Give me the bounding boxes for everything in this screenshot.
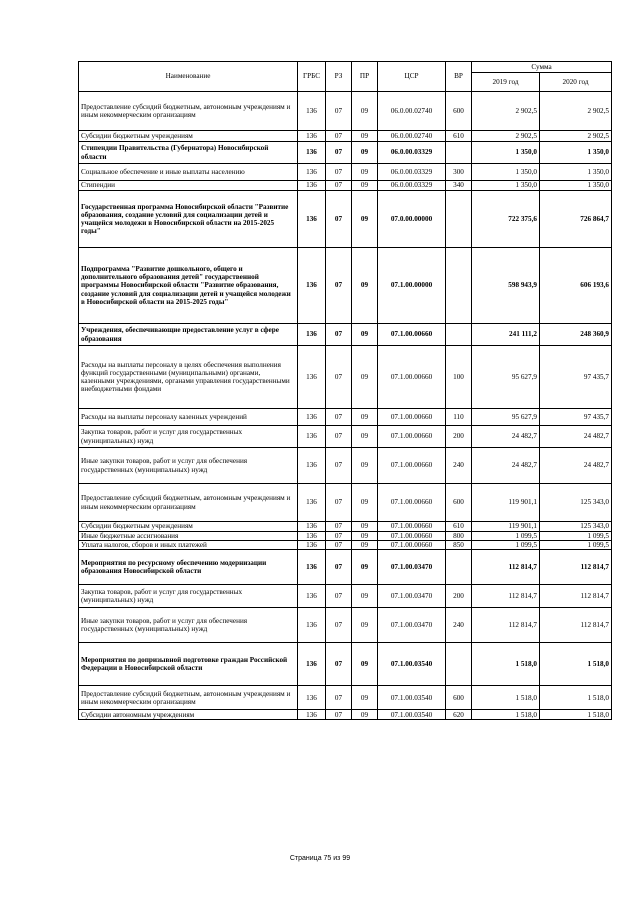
cell-amount-2019: 1 518,0 xyxy=(472,710,540,720)
cell-pr: 09 xyxy=(352,643,378,686)
cell-name: Субсидии автономным учреждениям xyxy=(79,710,298,720)
cell-rz: 07 xyxy=(326,131,352,142)
budget-table xyxy=(78,61,612,720)
header-csr: ЦСР xyxy=(378,62,446,92)
cell-csr: 07.1.00.03470 xyxy=(378,585,446,608)
cell-rz: 07 xyxy=(326,710,352,720)
header-pr: ПР xyxy=(352,62,378,92)
cell-grbs: 136 xyxy=(298,448,326,484)
cell-rz: 07 xyxy=(326,608,352,643)
cell-rz: 07 xyxy=(326,181,352,191)
cell-rz: 07 xyxy=(326,324,352,346)
cell-amount-2019: 241 111,2 xyxy=(472,324,540,346)
cell-pr: 09 xyxy=(352,550,378,585)
cell-csr: 07.1.00.00660 xyxy=(378,448,446,484)
table-row xyxy=(79,550,612,585)
cell-amount-2020: 1 518,0 xyxy=(540,710,612,720)
cell-amount-2020: 112 814,7 xyxy=(540,585,612,608)
cell-csr: 06.0.00.02740 xyxy=(378,92,446,131)
header-vr: ВР xyxy=(446,62,472,92)
cell-grbs: 136 xyxy=(298,346,326,409)
cell-csr: 06.0.00.03329 xyxy=(378,142,446,164)
cell-grbs: 136 xyxy=(298,522,326,532)
cell-amount-2019: 598 943,9 xyxy=(472,248,540,324)
cell-vr: 300 xyxy=(446,164,472,181)
header-name: Наименование xyxy=(79,62,298,92)
cell-grbs: 136 xyxy=(298,191,326,248)
cell-csr: 07.1.00.00000 xyxy=(378,248,446,324)
cell-amount-2019: 1 099,5 xyxy=(472,532,540,541)
cell-vr: 240 xyxy=(446,608,472,643)
cell-pr: 09 xyxy=(352,409,378,426)
cell-vr: 850 xyxy=(446,541,472,550)
cell-rz: 07 xyxy=(326,448,352,484)
cell-amount-2020: 24 482,7 xyxy=(540,448,612,484)
cell-amount-2019: 119 901,1 xyxy=(472,522,540,532)
cell-csr: 07.1.00.00660 xyxy=(378,426,446,448)
cell-name: Расходы на выплаты персоналу казенных учреждений xyxy=(79,409,298,426)
cell-rz: 07 xyxy=(326,522,352,532)
cell-vr: 800 xyxy=(446,532,472,541)
cell-name: Предоставление субсидий бюджетным, автономным учреждениям и иным некоммерческим организациям xyxy=(79,686,298,710)
cell-name: Предоставление субсидий бюджетным, автономным учреждениям и иным некоммерческим организациям xyxy=(79,484,298,522)
table-row xyxy=(79,346,612,409)
cell-pr: 09 xyxy=(352,710,378,720)
cell-amount-2020: 248 360,9 xyxy=(540,324,612,346)
cell-vr xyxy=(446,324,472,346)
table-row xyxy=(79,643,612,686)
cell-rz: 07 xyxy=(326,92,352,131)
cell-pr: 09 xyxy=(352,448,378,484)
cell-pr: 09 xyxy=(352,585,378,608)
cell-grbs: 136 xyxy=(298,324,326,346)
cell-amount-2019: 112 814,7 xyxy=(472,608,540,643)
cell-amount-2020: 2 902,5 xyxy=(540,92,612,131)
cell-pr: 09 xyxy=(352,92,378,131)
cell-amount-2020: 1 099,5 xyxy=(540,532,612,541)
cell-name: Расходы на выплаты персоналу в целях обеспечения выполнения функций государственными (муниципальными) органами, казенными учреждениями, органами управления государственными внебюджетными фондами xyxy=(79,346,298,409)
cell-vr xyxy=(446,191,472,248)
cell-rz: 07 xyxy=(326,585,352,608)
cell-grbs: 136 xyxy=(298,142,326,164)
header-rz: РЗ xyxy=(326,62,352,92)
cell-pr: 09 xyxy=(352,248,378,324)
cell-vr xyxy=(446,248,472,324)
cell-amount-2020: 112 814,7 xyxy=(540,608,612,643)
cell-grbs: 136 xyxy=(298,164,326,181)
cell-name: Государственная программа Новосибирской области "Развитие образования, создание условий для социализации детей и учащейся молодежи в Новосибирской области на 2015-2025 годы" xyxy=(79,191,298,248)
cell-grbs: 136 xyxy=(298,248,326,324)
cell-amount-2020: 2 902,5 xyxy=(540,131,612,142)
cell-amount-2020: 726 864,7 xyxy=(540,191,612,248)
cell-name: Закупка товаров, работ и услуг для государственных (муниципальных) нужд xyxy=(79,426,298,448)
cell-name: Иные бюджетные ассигнования xyxy=(79,532,298,541)
cell-pr: 09 xyxy=(352,181,378,191)
cell-rz: 07 xyxy=(326,532,352,541)
cell-amount-2019: 112 814,7 xyxy=(472,585,540,608)
cell-grbs: 136 xyxy=(298,426,326,448)
cell-vr: 600 xyxy=(446,484,472,522)
cell-pr: 09 xyxy=(352,131,378,142)
cell-csr: 07.1.00.00660 xyxy=(378,324,446,346)
table-row xyxy=(79,522,612,532)
cell-amount-2020: 1 350,0 xyxy=(540,164,612,181)
header-grbs: ГРБС xyxy=(298,62,326,92)
cell-rz: 07 xyxy=(326,248,352,324)
cell-amount-2020: 112 814,7 xyxy=(540,550,612,585)
cell-csr: 07.1.00.00660 xyxy=(378,541,446,550)
table-row xyxy=(79,181,612,191)
cell-pr: 09 xyxy=(352,532,378,541)
cell-csr: 06.0.00.03329 xyxy=(378,164,446,181)
table-row xyxy=(79,710,612,720)
cell-vr: 600 xyxy=(446,686,472,710)
cell-rz: 07 xyxy=(326,484,352,522)
cell-vr: 100 xyxy=(446,346,472,409)
cell-amount-2019: 95 627,9 xyxy=(472,346,540,409)
cell-pr: 09 xyxy=(352,522,378,532)
cell-vr: 600 xyxy=(446,92,472,131)
table-row xyxy=(79,92,612,131)
cell-pr: 09 xyxy=(352,164,378,181)
cell-name: Стипендии xyxy=(79,181,298,191)
cell-grbs: 136 xyxy=(298,585,326,608)
cell-name: Иные закупки товаров, работ и услуг для обеспечения государственных (муниципальных) нужд xyxy=(79,448,298,484)
table-row xyxy=(79,585,612,608)
cell-csr: 07.1.00.00660 xyxy=(378,522,446,532)
cell-pr: 09 xyxy=(352,324,378,346)
cell-amount-2020: 1 350,0 xyxy=(540,181,612,191)
cell-vr: 240 xyxy=(446,448,472,484)
cell-pr: 09 xyxy=(352,346,378,409)
cell-rz: 07 xyxy=(326,164,352,181)
cell-csr: 07.1.00.03470 xyxy=(378,550,446,585)
cell-name: Стипендии Правительства (Губернатора) Новосибирской области xyxy=(79,142,298,164)
cell-name: Закупка товаров, работ и услуг для государственных (муниципальных) нужд xyxy=(79,585,298,608)
cell-name: Уплата налогов, сборов и иных платежей xyxy=(79,541,298,550)
table-row xyxy=(79,248,612,324)
cell-grbs: 136 xyxy=(298,484,326,522)
cell-csr: 07.1.00.03540 xyxy=(378,710,446,720)
table-row xyxy=(79,131,612,142)
cell-name: Иные закупки товаров, работ и услуг для обеспечения государственных (муниципальных) нужд xyxy=(79,608,298,643)
cell-csr: 07.1.00.00660 xyxy=(378,346,446,409)
cell-amount-2019: 1 518,0 xyxy=(472,686,540,710)
table-row xyxy=(79,608,612,643)
cell-grbs: 136 xyxy=(298,710,326,720)
cell-vr xyxy=(446,643,472,686)
cell-amount-2019: 112 814,7 xyxy=(472,550,540,585)
cell-pr: 09 xyxy=(352,484,378,522)
header-sum: Сумма xyxy=(472,62,612,73)
cell-amount-2019: 1 099,5 xyxy=(472,541,540,550)
cell-grbs: 136 xyxy=(298,181,326,191)
header-year-2020: 2020 год xyxy=(540,73,612,92)
cell-amount-2019: 1 350,0 xyxy=(472,164,540,181)
cell-name: Мероприятия по ресурсному обеспечению модернизации образования Новосибирской области xyxy=(79,550,298,585)
cell-rz: 07 xyxy=(326,550,352,585)
cell-name: Мероприятия по допризывной подготовке граждан Российской Федерации в Новосибирской области xyxy=(79,643,298,686)
cell-amount-2020: 606 193,6 xyxy=(540,248,612,324)
cell-vr: 200 xyxy=(446,585,472,608)
cell-name: Социальное обеспечение и иные выплаты населению xyxy=(79,164,298,181)
cell-amount-2019: 24 482,7 xyxy=(472,426,540,448)
cell-pr: 09 xyxy=(352,426,378,448)
cell-amount-2019: 1 350,0 xyxy=(472,181,540,191)
table-row xyxy=(79,191,612,248)
cell-grbs: 136 xyxy=(298,409,326,426)
table-row xyxy=(79,532,612,541)
cell-vr xyxy=(446,550,472,585)
cell-name: Подпрограмма "Развитие дошкольного, общего и дополнительного образования детей" государственной программы Новосибирской области "Развитие образования, создание условий для социализации детей и учащейся молодежи в Новосибирской области на 2015-2025 годы" xyxy=(79,248,298,324)
cell-csr: 07.1.00.00660 xyxy=(378,409,446,426)
cell-amount-2019: 1 518,0 xyxy=(472,643,540,686)
cell-name: Учреждения, обеспечивающие предоставление услуг в сфере образования xyxy=(79,324,298,346)
cell-amount-2020: 1 099,5 xyxy=(540,541,612,550)
table-row xyxy=(79,686,612,710)
cell-amount-2020: 24 482,7 xyxy=(540,426,612,448)
cell-pr: 09 xyxy=(352,142,378,164)
cell-grbs: 136 xyxy=(298,131,326,142)
cell-grbs: 136 xyxy=(298,550,326,585)
cell-amount-2020: 1 518,0 xyxy=(540,643,612,686)
cell-pr: 09 xyxy=(352,686,378,710)
cell-rz: 07 xyxy=(326,409,352,426)
cell-amount-2019: 2 902,5 xyxy=(472,92,540,131)
cell-vr: 200 xyxy=(446,426,472,448)
cell-amount-2020: 97 435,7 xyxy=(540,346,612,409)
cell-grbs: 136 xyxy=(298,541,326,550)
cell-amount-2019: 24 482,7 xyxy=(472,448,540,484)
header-year-2019: 2019 год xyxy=(472,73,540,92)
cell-amount-2019: 95 627,9 xyxy=(472,409,540,426)
table-row xyxy=(79,324,612,346)
table-row xyxy=(79,426,612,448)
table-row xyxy=(79,142,612,164)
cell-amount-2019: 119 901,1 xyxy=(472,484,540,522)
table-row xyxy=(79,164,612,181)
table-row xyxy=(79,448,612,484)
cell-csr: 07.0.00.00000 xyxy=(378,191,446,248)
cell-amount-2020: 125 343,0 xyxy=(540,522,612,532)
cell-vr: 340 xyxy=(446,181,472,191)
cell-csr: 07.1.00.00660 xyxy=(378,484,446,522)
cell-rz: 07 xyxy=(326,142,352,164)
cell-amount-2020: 97 435,7 xyxy=(540,409,612,426)
cell-vr: 610 xyxy=(446,522,472,532)
cell-amount-2020: 1 350,0 xyxy=(540,142,612,164)
cell-grbs: 136 xyxy=(298,532,326,541)
cell-vr: 610 xyxy=(446,131,472,142)
table-row xyxy=(79,484,612,522)
cell-rz: 07 xyxy=(326,426,352,448)
cell-name: Субсидии бюджетным учреждениям xyxy=(79,522,298,532)
cell-vr xyxy=(446,142,472,164)
page-number: Страница 75 из 99 xyxy=(289,855,351,862)
cell-csr: 07.1.00.03540 xyxy=(378,643,446,686)
cell-amount-2019: 1 350,0 xyxy=(472,142,540,164)
cell-grbs: 136 xyxy=(298,686,326,710)
cell-vr: 110 xyxy=(446,409,472,426)
cell-rz: 07 xyxy=(326,541,352,550)
cell-pr: 09 xyxy=(352,541,378,550)
table-row xyxy=(79,541,612,550)
cell-rz: 07 xyxy=(326,643,352,686)
cell-grbs: 136 xyxy=(298,608,326,643)
table-row xyxy=(79,409,612,426)
cell-name: Предоставление субсидий бюджетным, автономным учреждениям и иным некоммерческим организациям xyxy=(79,92,298,131)
cell-rz: 07 xyxy=(326,686,352,710)
cell-name: Субсидии бюджетным учреждениям xyxy=(79,131,298,142)
cell-amount-2019: 722 375,6 xyxy=(472,191,540,248)
cell-grbs: 136 xyxy=(298,643,326,686)
cell-amount-2020: 1 518,0 xyxy=(540,686,612,710)
cell-csr: 07.1.00.03470 xyxy=(378,608,446,643)
table-body xyxy=(79,92,612,720)
cell-pr: 09 xyxy=(352,608,378,643)
cell-pr: 09 xyxy=(352,191,378,248)
cell-amount-2020: 125 343,0 xyxy=(540,484,612,522)
cell-rz: 07 xyxy=(326,191,352,248)
cell-rz: 07 xyxy=(326,346,352,409)
cell-amount-2019: 2 902,5 xyxy=(472,131,540,142)
cell-csr: 07.1.00.00660 xyxy=(378,532,446,541)
cell-csr: 07.1.00.03540 xyxy=(378,686,446,710)
cell-csr: 06.0.00.03329 xyxy=(378,181,446,191)
cell-grbs: 136 xyxy=(298,92,326,131)
cell-vr: 620 xyxy=(446,710,472,720)
cell-csr: 06.0.00.02740 xyxy=(378,131,446,142)
